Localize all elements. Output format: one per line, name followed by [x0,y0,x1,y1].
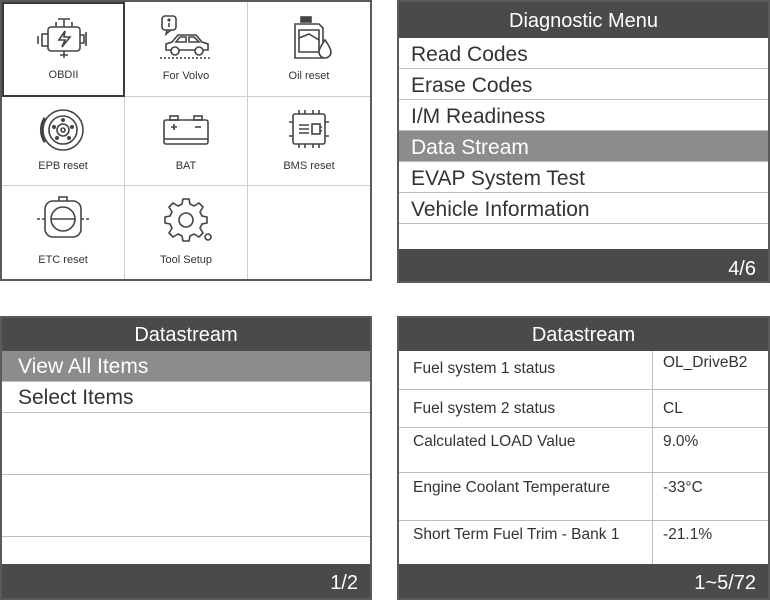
empty-row [2,413,370,475]
menu-tile-label: ETC reset [38,254,88,266]
home-icon-grid [0,0,372,281]
table-row[interactable] [399,521,768,567]
menu-tile-label: BAT [175,160,197,172]
table-row[interactable] [399,473,768,521]
empty-row [2,474,370,537]
engine-icon [34,16,94,64]
menu-item-read-codes[interactable]: Read Codes [399,38,768,69]
screen-title: Diagnostic Menu [399,2,768,38]
menu-tile-label: OBDII [48,69,79,81]
bms-icon [279,106,339,154]
menu-tile-bat[interactable] [125,97,248,186]
menu-item-data-stream[interactable]: Data Stream [399,131,768,162]
menu-tile-empty [248,186,370,279]
menu-item-select-items[interactable]: Select Items [2,382,370,413]
battery-icon [156,106,216,154]
menu-tile-label: BMS reset [283,160,335,172]
menu-tile-for-volvo[interactable] [125,2,248,97]
diagnostic-menu-screen [397,0,770,283]
menu-item-vehicle-information[interactable]: Vehicle Information [399,193,768,224]
menu-item-evap-system-test[interactable]: EVAP System Test [399,162,768,193]
menu-item-im-readiness[interactable]: I/M Readiness [399,100,768,131]
pid-name: Calculated LOAD Value [413,433,576,450]
table-row[interactable] [399,390,768,428]
pid-value: OL_DriveB2 [652,351,768,389]
menu-tile-epb-reset[interactable] [2,97,125,186]
datastream-values-screen [397,316,770,600]
throttle-icon [33,195,93,243]
pid-name: Short Term Fuel Trim - Bank 1 [413,526,620,543]
menu-tile-label: EPB reset [38,160,88,172]
screen-title: Datastream [399,318,768,351]
pid-name: Fuel system 1 status [413,360,556,377]
gear-icon [156,195,216,243]
page-indicator: 1~5/72 [399,564,768,598]
pid-value: -21.1% [652,521,768,567]
page-indicator: 1/2 [2,564,370,598]
menu-tile-obdii[interactable] [2,2,125,97]
page-indicator: 4/6 [399,249,768,281]
menu-item-erase-codes[interactable]: Erase Codes [399,69,768,100]
menu-tile-label: For Volvo [162,70,210,82]
menu-tile-tool-setup[interactable] [125,186,248,279]
pid-value: CL [652,390,768,427]
pid-name: Engine Coolant Temperature [413,479,611,496]
pid-name: Fuel system 2 status [413,400,556,417]
menu-item-view-all-items[interactable]: View All Items [2,351,370,382]
datastream-menu-screen [0,316,372,600]
menu-tile-oil-reset[interactable] [248,2,370,97]
table-row[interactable] [399,428,768,473]
car-info-icon [156,14,216,62]
menu-tile-label: Oil reset [288,70,330,82]
menu-tile-etc-reset[interactable] [2,186,125,279]
screen-title: Datastream [2,318,370,351]
menu-tile-label: Tool Setup [160,254,212,266]
oil-can-icon [279,14,339,62]
pid-value: 9.0% [652,428,768,472]
menu-tile-bms-reset[interactable] [248,97,370,186]
brake-disc-icon [33,106,93,154]
pid-value: -33°C [652,473,768,520]
table-row[interactable] [399,351,768,390]
